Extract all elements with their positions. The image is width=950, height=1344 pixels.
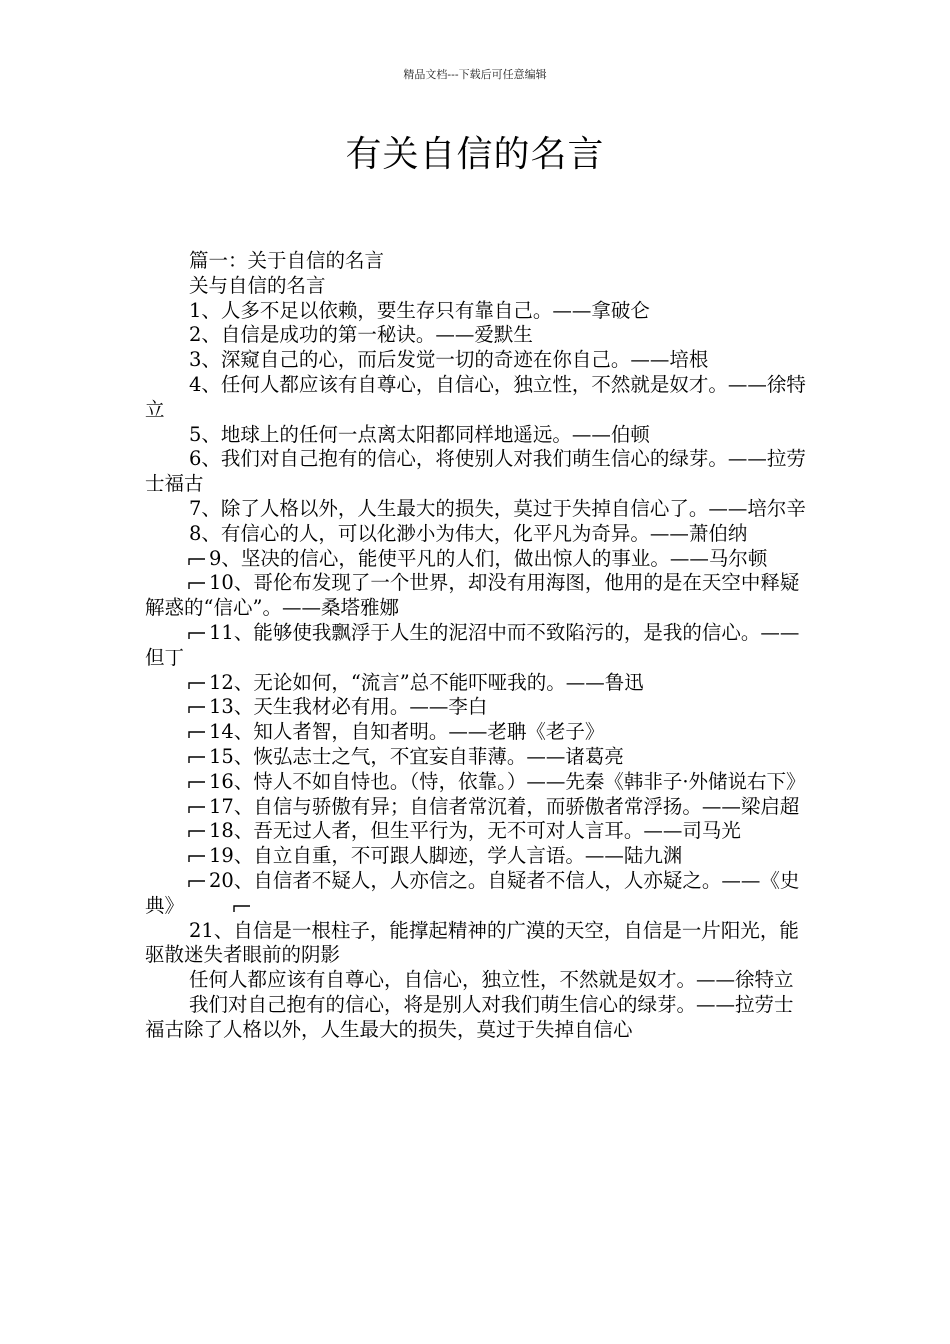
quote-item: 8、有信心的人，可以化渺小为伟大，化平凡为奇异。——萧伯纳	[189, 521, 748, 545]
quote-item: 11、能够使我飘浮于人生的泥沼中而不致陷污的，是我的信心。——但丁	[145, 620, 800, 669]
quote-item: 1、人多不足以依赖，要生存只有靠自己。——拿破仑	[189, 298, 650, 322]
quote-item: 14、知人者智，自知者明。——老聃《老子》	[145, 720, 807, 745]
quote-item: 9、坚决的信心，能使平凡的人们，做出惊人的事业。——马尔顿	[145, 547, 807, 572]
quote-item: 5、地球上的任何一点离太阳都同样地遥远。——伯顿	[189, 422, 650, 446]
quote-item: 10、哥伦布发现了一个世界，却没有用海图，他用的是在天空中释疑解惑的“信心”。——桑塔雅娜	[145, 571, 800, 620]
quote-item: 4、任何人都应该有自尊心，自信心，独立性，不然就是奴才。——徐特立	[145, 372, 806, 421]
quote-item: 15、恢弘志士之气，不宜妄自菲薄。——诸葛亮	[145, 745, 807, 770]
page-header: 精品文档---下载后可任意编辑	[403, 68, 547, 81]
quote-item: 任何人都应该有自尊心，自信心，独立性，不然就是奴才。——徐特立	[189, 968, 794, 992]
quote-item: 12、无论如何，“流言”总不能吓哑我的。——鲁迅	[145, 671, 807, 696]
document-title: 有关自信的名言	[345, 134, 605, 175]
quote-item: 18、吾无过人者，但生平行为，无不可对人言耳。——司马光	[145, 819, 807, 844]
section-heading: 篇一：关于自信的名言	[189, 249, 385, 272]
quote-item: 16、恃人不如自恃也。（恃，依靠。）——先秦《韩非子·外储说右下》	[145, 770, 807, 795]
quote-item: 17、自信与骄傲有异；自信者常沉着，而骄傲者常浮扬。——梁启超	[145, 795, 807, 820]
list-marker-icon	[187, 701, 207, 713]
list-marker-icon	[187, 776, 207, 788]
list-marker-icon	[188, 894, 208, 906]
list-marker-icon	[187, 577, 207, 589]
quote-item: 7、除了人格以外，人生最大的损失，莫过于失掉自信心了。——培尔辛	[189, 496, 806, 520]
quote-item: 20、自信者不疑人，人亦信之。自疑者不信人，人亦疑之。——《史典》	[145, 868, 800, 917]
document-body	[145, 249, 807, 1043]
quote-item: 2、自信是成功的第一秘诀。——爱默生	[189, 323, 533, 347]
list-marker-icon	[187, 726, 207, 738]
quote-item: 3、深窥自己的心，而后发觉一切的奇迹在你自己。——培根	[189, 348, 709, 372]
quote-item: 13、天生我材必有用。——李白	[145, 695, 807, 720]
quote-item: 6、我们对自己抱有的信心，将使别人对我们萌生信心的绿芽。——拉劳士福古	[145, 447, 806, 496]
quote-item: 21、自信是一根柱子，能撑起精神的广漠的天空，自信是一片阳光，能驱散迷失者眼前的阴影	[145, 918, 799, 967]
list-marker-icon	[187, 850, 207, 862]
list-marker-icon	[187, 825, 207, 837]
quote-item: 19、自立自重，不可跟人脚迹，学人言语。——陆九渊	[145, 844, 807, 869]
quote-item: 我们对自己抱有的信心，将是别人对我们萌生信心的绿芽。——拉劳士福古除了人格以外，人生最大的损失，莫过于失掉自信心	[145, 992, 794, 1041]
list-marker-icon	[187, 627, 207, 639]
list-marker-icon	[187, 751, 207, 763]
list-marker-icon	[187, 677, 207, 689]
list-marker-icon	[187, 801, 207, 813]
subheading: 关与自信的名言	[189, 273, 326, 297]
list-marker-icon	[187, 553, 207, 565]
list-marker-icon	[187, 875, 207, 887]
